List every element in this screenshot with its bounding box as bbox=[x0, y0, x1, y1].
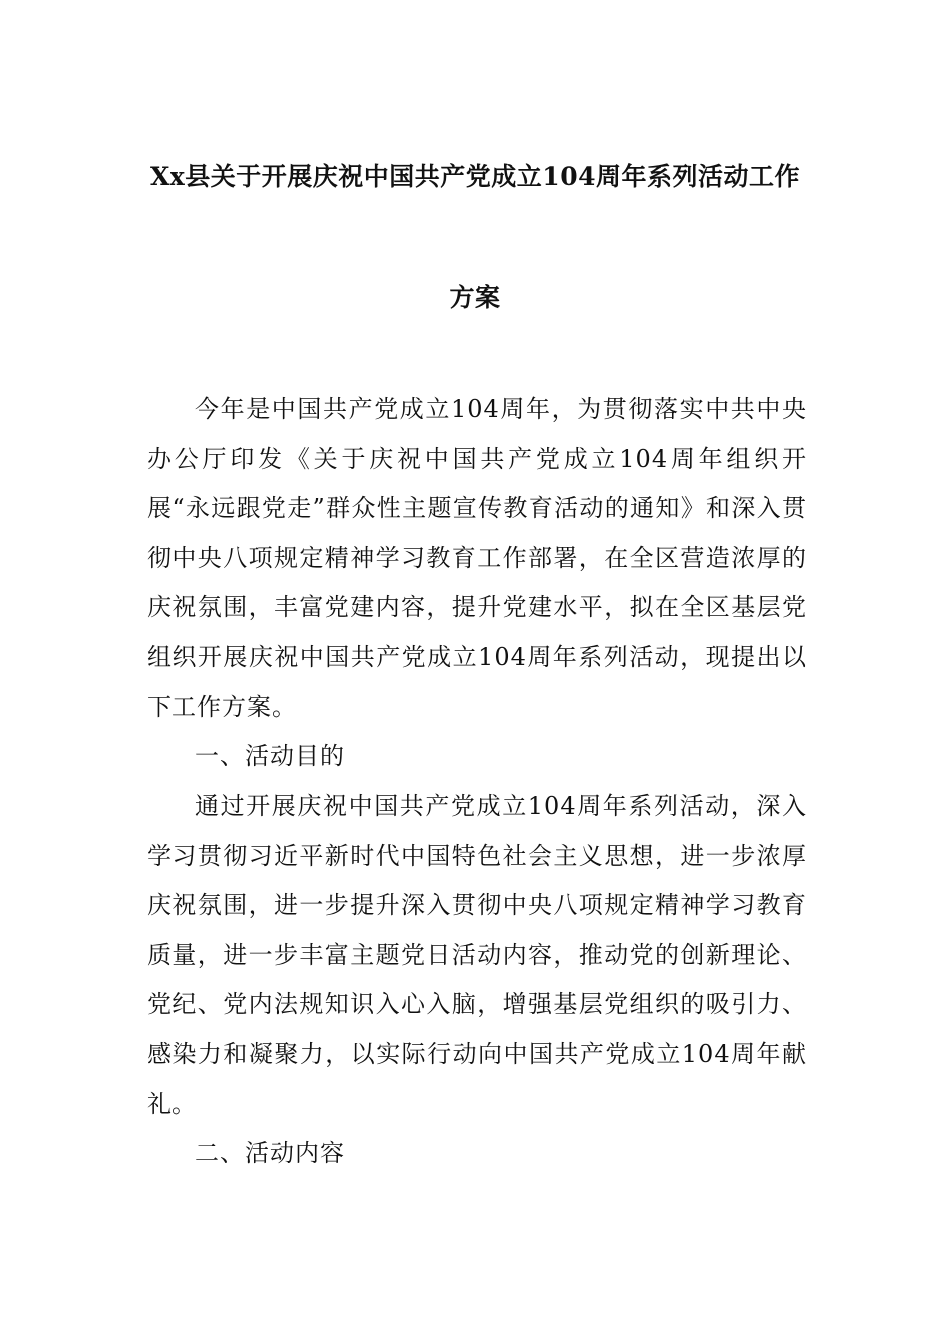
intro-block bbox=[147, 385, 807, 782]
document-title-line-2: 方案 bbox=[449, 283, 501, 312]
section-1-block bbox=[147, 782, 807, 1129]
section-1-paragraph: 通过开展庆祝中国共产党成立104周年系列活动，深入学习贯彻习近平新时代中国特色社会主义思想，进一步浓厚庆祝氛围，进一步提升深入贯彻中央八项规定精神学习教育质量，进一步丰富主题党日活动内容，推动党的创新理论、党纪、党内法规知识入心入脑，增强基层党组织的吸引力、感染力和凝聚力，以实际行动向中国共产党成立104周年献礼。 bbox=[147, 792, 807, 1118]
section-2-block bbox=[147, 1129, 807, 1179]
section-2-heading: 二、活动内容 bbox=[195, 1139, 345, 1167]
intro-paragraph: 今年是中国共产党成立104周年，为贯彻落实中共中央办公厅印发《关于庆祝中国共产党成立104周年组织开展“永远跟党走”群众性主题宣传教育活动的通知》和深入贯彻中央八项规定精神学习教育工作部署，在全区营造浓厚的庆祝氛围，丰富党建内容，提升党建水平，拟在全区基层党组织开展庆祝中国共产党成立104周年系列活动，现提出以下工作方案。 bbox=[147, 395, 807, 721]
section-1-heading: 一、活动目的 bbox=[195, 742, 345, 771]
document-title-line-1: Xx县关于开展庆祝中国共产党成立104周年系列活动工作 bbox=[150, 162, 800, 191]
